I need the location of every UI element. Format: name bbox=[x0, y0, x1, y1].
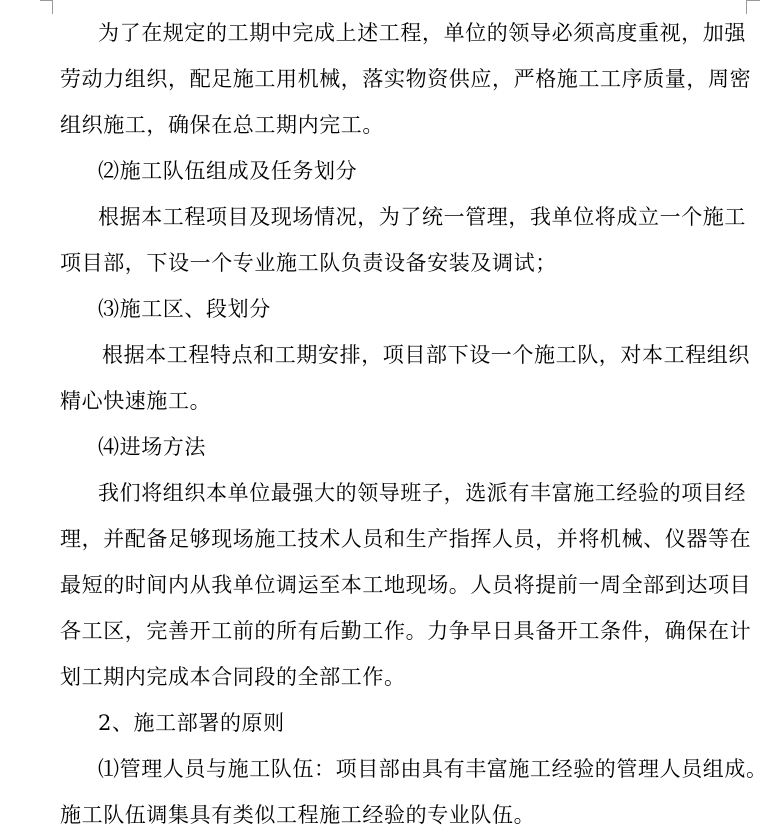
paragraph-line: 根据本工程项目及现场情况，为了统一管理，我单位将成立一个施工 bbox=[98, 205, 746, 229]
paragraph-line: 项目部，下设一个专业施工队负责设备安装及调试； bbox=[60, 251, 557, 275]
paragraph-line: ⑴管理人员与施工队伍：项目部由具有丰富施工经验的管理人员组成。 bbox=[98, 757, 768, 781]
paragraph-line: 为了在规定的工期中完成上述工程，单位的领导必须高度重视，加强 bbox=[98, 21, 746, 45]
paragraph-line: 划工期内完成本合同段的全部工作。 bbox=[60, 665, 406, 689]
paragraph-line: 我们将组织本单位最强大的领导班子，选派有丰富施工经验的项目经 bbox=[98, 481, 746, 505]
page-corner-mark-right-h bbox=[746, 0, 760, 1]
paragraph-line: 劳动力组织，配足施工用机械，落实物资供应，严格施工工序质量，周密 bbox=[60, 67, 752, 91]
paragraph-line: 理，并配备足够现场施工技术人员和生产指挥人员，并将机械、仪器等在 bbox=[60, 527, 752, 551]
section-heading: ⑵施工队伍组成及任务划分 bbox=[98, 159, 358, 183]
page-corner-mark-right bbox=[746, 0, 747, 14]
paragraph-line: 根据本工程特点和工期安排，项目部下设一个施工队，对本工程组织 bbox=[102, 343, 750, 367]
paragraph-line: 最短的时间内从我单位调运至本工地现场。人员将提前一周全部到达项目 bbox=[60, 573, 752, 597]
paragraph-line: 施工队伍调集具有类似工程施工经验的专业队伍。 bbox=[60, 803, 536, 827]
page-corner-mark-left-h bbox=[40, 0, 52, 1]
section-heading: ⑷进场方法 bbox=[98, 435, 206, 459]
section-heading: ⑶施工区、段划分 bbox=[98, 297, 271, 321]
page-corner-mark-left bbox=[52, 0, 53, 14]
paragraph-line: 各工区，完善开工前的所有后勤工作。力争早日具备开工条件，确保在计 bbox=[60, 619, 752, 643]
paragraph-line: 组织施工，确保在总工期内完工。 bbox=[60, 113, 384, 137]
section-heading: 2、施工部署的原则 bbox=[98, 711, 285, 735]
paragraph-line: 精心快速施工。 bbox=[60, 389, 212, 413]
